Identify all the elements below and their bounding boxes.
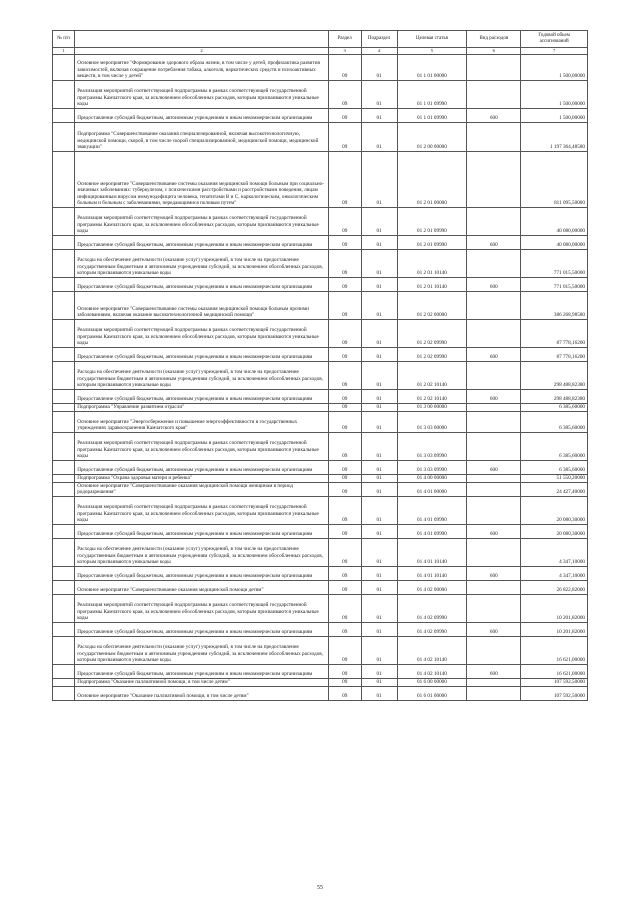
item-name-cell: Предоставление субсидий бюджетным, автономным учреждениям и иным некоммерческим организациям (75, 277, 329, 291)
table-row (53, 524, 588, 538)
section-cell: 09 (328, 538, 361, 566)
subsection-cell: 01 (361, 249, 397, 277)
section-cell: 09 (328, 389, 361, 403)
target-article-cell: 01 2 02 09990 (397, 319, 467, 347)
amount-cell: 20 080,30000 (521, 496, 588, 524)
target-article-cell: 01 3 03 09990 (397, 460, 467, 474)
expense-type-cell (467, 411, 521, 432)
amount-cell: 20 080,30000 (521, 524, 588, 538)
item-name-cell: Основное мероприятие "Совершенствование оказания медицинской помощи женщинам в период родоразрешения" (75, 482, 329, 496)
section-cell: 09 (328, 319, 361, 347)
target-article-cell: 01 4 01 09990 (397, 524, 467, 538)
row-number-cell (53, 636, 75, 664)
amount-cell: 51 550,20000 (521, 474, 588, 482)
row-number-cell (53, 482, 75, 496)
item-name-cell: Реализация мероприятий соответствующей подпрограммы в рамках соответствующей государственной программы Камчатского края, за исключением обособленных расходов, которым присваиваются уникальные коды (75, 319, 329, 347)
header-cell-subsection: Подраздел (361, 31, 397, 48)
section-cell: 09 (328, 108, 361, 122)
expense-type-cell (467, 54, 521, 80)
subsection-cell: 01 (361, 474, 397, 482)
table-row (53, 538, 588, 566)
table-row (53, 664, 588, 678)
section-cell: 09 (328, 594, 361, 622)
expense-type-cell (467, 678, 521, 686)
table-row (53, 277, 588, 291)
item-name-cell: Основное мероприятие "Энергосбережение и повышение энергоэффективности в государственных учреждениях здравоохранения Камчатского края" (75, 411, 329, 432)
section-cell: 09 (328, 432, 361, 460)
target-article-cell: 01 4 01 10140 (397, 538, 467, 566)
header-row (53, 31, 588, 48)
row-number-cell (53, 122, 75, 151)
subsection-cell: 01 (361, 686, 397, 700)
table-row (53, 291, 588, 319)
subsection-cell: 01 (361, 524, 397, 538)
row-number-cell (53, 403, 75, 411)
amount-cell: 1 197 364,48580 (521, 122, 588, 151)
item-name-cell: Подпрограмма "Оказание паллиативной помощи, в том числе детям" (75, 678, 329, 686)
subsection-cell: 01 (361, 594, 397, 622)
row-number-cell (53, 496, 75, 524)
table-row (53, 496, 588, 524)
target-article-cell: 01 2 02 00000 (397, 291, 467, 319)
amount-cell: 4 347,10000 (521, 538, 588, 566)
item-name-cell: Расходы на обеспечение деятельности (оказание услуг) учреждений, в том числе на предоставление государственным бюджетным и автономным учреждениям субсидий, за исключением обособленных расходов, которым присваиваются уникальные коды (75, 636, 329, 664)
subsection-cell: 01 (361, 678, 397, 686)
item-name-cell: Расходы на обеспечение деятельности (оказание услуг) учреждений, в том числе на предоставление государственным бюджетным и автономным учреждениям субсидий, за исключением обособленных расходов, которым присваиваются уникальные коды (75, 361, 329, 389)
subsection-cell: 01 (361, 460, 397, 474)
subsection-cell: 01 (361, 277, 397, 291)
amount-cell: 6 385,60000 (521, 403, 588, 411)
table-row (53, 319, 588, 347)
amount-cell: 10 201,82000 (521, 622, 588, 636)
row-number-cell (53, 678, 75, 686)
amount-cell: 1 500,00000 (521, 80, 588, 108)
row-number-cell (53, 291, 75, 319)
row-number-cell (53, 389, 75, 403)
amount-cell: 87 778,16200 (521, 319, 588, 347)
table-row (53, 622, 588, 636)
amount-cell: 107 592,50000 (521, 686, 588, 700)
row-number-cell (53, 235, 75, 249)
expense-type-cell (467, 538, 521, 566)
expense-type-cell (467, 249, 521, 277)
expense-type-cell (467, 580, 521, 594)
item-name-cell: Предоставление субсидий бюджетным, автономным учреждениям и иным некоммерческим организациям (75, 389, 329, 403)
column-number: 7 (521, 48, 588, 55)
target-article-cell: 01 3 03 09990 (397, 432, 467, 460)
amount-cell: 10 201,82000 (521, 594, 588, 622)
expense-type-cell: 600 (467, 622, 521, 636)
expense-type-cell (467, 403, 521, 411)
section-cell: 09 (328, 151, 361, 207)
amount-cell: 386 268,98580 (521, 291, 588, 319)
table-row (53, 594, 588, 622)
section-cell: 09 (328, 403, 361, 411)
item-name-cell: Реализация мероприятий соответствующей подпрограммы в рамках соответствующей государственной программы Камчатского края, за исключением обособленных расходов, которым присваиваются уникальные коды (75, 207, 329, 235)
item-name-cell: Предоставление субсидий бюджетным, автономным учреждениям и иным некоммерческим организациям (75, 622, 329, 636)
amount-cell: 298 488,82380 (521, 389, 588, 403)
subsection-cell: 01 (361, 496, 397, 524)
amount-cell: 24 427,40000 (521, 482, 588, 496)
table-row (53, 207, 588, 235)
header-cell-section: Раздел (328, 31, 361, 48)
table-row (53, 482, 588, 496)
row-number-cell (53, 474, 75, 482)
item-name-cell: Подпрограмма "Охрана здоровья матери и ребенка" (75, 474, 329, 482)
target-article-cell: 01 2 02 10140 (397, 389, 467, 403)
row-number-cell (53, 54, 75, 80)
section-cell: 09 (328, 580, 361, 594)
subsection-cell: 01 (361, 108, 397, 122)
section-cell: 09 (328, 566, 361, 580)
expense-type-cell (467, 482, 521, 496)
subsection-cell: 01 (361, 361, 397, 389)
target-article-cell: 01 3 00 00000 (397, 403, 467, 411)
target-article-cell: 01 4 00 00000 (397, 474, 467, 482)
row-number-cell (53, 432, 75, 460)
section-cell: 09 (328, 80, 361, 108)
expense-type-cell (467, 207, 521, 235)
target-article-cell: 01 4 02 09990 (397, 594, 467, 622)
row-number-cell (53, 277, 75, 291)
subsection-cell: 01 (361, 664, 397, 678)
item-name-cell: Реализация мероприятий соответствующей подпрограммы в рамках соответствующей государственной программы Камчатского края, за исключением обособленных расходов, которым присваиваются уникальные коды (75, 432, 329, 460)
table-row (53, 686, 588, 700)
section-cell: 09 (328, 678, 361, 686)
expense-type-cell (467, 474, 521, 482)
subsection-cell: 01 (361, 151, 397, 207)
target-article-cell: 01 2 02 09990 (397, 347, 467, 361)
item-name-cell: Реализация мероприятий соответствующей подпрограммы в рамках соответствующей государственной программы Камчатского края, за исключением обособленных расходов, которым присваиваются уникальные коды (75, 80, 329, 108)
target-article-cell: 01 4 01 09990 (397, 496, 467, 524)
table-row (53, 122, 588, 151)
column-number: 4 (361, 48, 397, 55)
amount-cell: 4 347,10000 (521, 566, 588, 580)
row-number-cell (53, 622, 75, 636)
target-article-cell: 01 2 01 09990 (397, 207, 467, 235)
item-name-cell: Предоставление субсидий бюджетным, автономным учреждениям и иным некоммерческим организациям (75, 524, 329, 538)
subsection-cell: 01 (361, 347, 397, 361)
row-number-cell (53, 319, 75, 347)
expense-type-cell: 600 (467, 108, 521, 122)
expense-type-cell (467, 636, 521, 664)
item-name-cell: Расходы на обеспечение деятельности (оказание услуг) учреждений, в том числе на предоставление государственным бюджетным и автономным учреждениям субсидий, за исключением обособленных расходов, которым присваиваются уникальные коды (75, 249, 329, 277)
section-cell: 09 (328, 291, 361, 319)
target-article-cell: 01 4 01 00000 (397, 482, 467, 496)
table-row (53, 54, 588, 80)
section-cell: 09 (328, 496, 361, 524)
target-article-cell: 01 4 01 10140 (397, 566, 467, 580)
section-cell: 09 (328, 622, 361, 636)
expense-type-cell: 600 (467, 460, 521, 474)
amount-cell: 16 621,00000 (521, 664, 588, 678)
table-body (53, 54, 588, 700)
table-row (53, 460, 588, 474)
expense-type-cell: 600 (467, 524, 521, 538)
expense-type-cell (467, 496, 521, 524)
header-cell-name (75, 31, 329, 48)
section-cell: 09 (328, 474, 361, 482)
target-article-cell: 01 1 01 09990 (397, 80, 467, 108)
column-number: 6 (467, 48, 521, 55)
row-number-cell (53, 538, 75, 566)
item-name-cell: Расходы на обеспечение деятельности (оказание услуг) учреждений, в том числе на предоставление государственным бюджетным и автономным учреждениям субсидий, за исключением обособленных расходов, которым присваиваются уникальные коды (75, 538, 329, 566)
target-article-cell: 01 2 01 10140 (397, 277, 467, 291)
section-cell: 09 (328, 664, 361, 678)
section-cell: 09 (328, 249, 361, 277)
subsection-cell: 01 (361, 538, 397, 566)
amount-cell: 6 385,60000 (521, 460, 588, 474)
target-article-cell: 01 4 02 10140 (397, 664, 467, 678)
amount-cell: 811 095,50000 (521, 151, 588, 207)
target-article-cell: 01 1 01 00000 (397, 54, 467, 80)
row-number-cell (53, 249, 75, 277)
column-number: 2 (75, 48, 329, 55)
expense-type-cell (467, 151, 521, 207)
amount-cell: 26 822,82000 (521, 580, 588, 594)
subsection-cell: 01 (361, 235, 397, 249)
item-name-cell: Основное мероприятие "Формирование здорового образа жизни, в том числе у детей, профилактика развития зависимостей, включая сокращение потребления табака, алкоголя, наркотических средств и психоактивных веществ, в том числе у детей" (75, 54, 329, 80)
row-number-cell (53, 566, 75, 580)
row-number-cell (53, 686, 75, 700)
table-row (53, 347, 588, 361)
row-number-cell (53, 594, 75, 622)
header-cell-target-article: Целевая статья (397, 31, 467, 48)
expense-type-cell (467, 594, 521, 622)
expense-type-cell (467, 319, 521, 347)
target-article-cell: 01 1 01 09990 (397, 108, 467, 122)
subsection-cell: 01 (361, 122, 397, 151)
column-number: 5 (397, 48, 467, 55)
section-cell: 09 (328, 460, 361, 474)
subsection-cell: 01 (361, 411, 397, 432)
row-number-cell (53, 207, 75, 235)
target-article-cell: 01 6 01 00000 (397, 686, 467, 700)
amount-cell: 1 500,00000 (521, 54, 588, 80)
table-row (53, 151, 588, 207)
expense-type-cell (467, 686, 521, 700)
expense-type-cell: 600 (467, 347, 521, 361)
amount-cell: 16 621,00000 (521, 636, 588, 664)
expense-type-cell: 600 (467, 664, 521, 678)
row-number-cell (53, 80, 75, 108)
expense-type-cell (467, 432, 521, 460)
subsection-cell: 01 (361, 291, 397, 319)
amount-cell: 107 592,50000 (521, 678, 588, 686)
expense-type-cell: 600 (467, 566, 521, 580)
header-cell-number: № п/п (53, 31, 75, 48)
amount-cell: 87 778,16200 (521, 347, 588, 361)
item-name-cell: Реализация мероприятий соответствующей подпрограммы в рамках соответствующей государственной программы Камчатского края, за исключением обособленных расходов, которым присваиваются уникальные коды (75, 594, 329, 622)
target-article-cell: 01 3 03 00000 (397, 411, 467, 432)
row-number-cell (53, 347, 75, 361)
header-cell-expense-type: Вид расходов (467, 31, 521, 48)
table-row (53, 108, 588, 122)
target-article-cell: 01 2 02 10140 (397, 361, 467, 389)
section-cell: 09 (328, 361, 361, 389)
target-article-cell: 01 2 01 00000 (397, 151, 467, 207)
subsection-cell: 01 (361, 432, 397, 460)
section-cell: 09 (328, 482, 361, 496)
row-number-cell (53, 361, 75, 389)
subsection-cell: 01 (361, 636, 397, 664)
item-name-cell: Подпрограмма "Совершенствование оказания специализированной, включая высокотехнологичную, медицинской помощи, скорой, в том числе скорой специализированной, медицинской помощи, медицинской эвакуации" (75, 122, 329, 151)
table-row (53, 389, 588, 403)
table-row (53, 678, 588, 686)
expense-type-cell (467, 291, 521, 319)
row-number-cell (53, 411, 75, 432)
subsection-cell: 01 (361, 54, 397, 80)
amount-cell: 771 015,50000 (521, 277, 588, 291)
table-row (53, 432, 588, 460)
subsection-cell: 01 (361, 319, 397, 347)
section-cell: 09 (328, 235, 361, 249)
section-cell: 09 (328, 524, 361, 538)
section-cell: 09 (328, 54, 361, 80)
item-name-cell: Предоставление субсидий бюджетным, автономным учреждениям и иным некоммерческим организациям (75, 108, 329, 122)
row-number-cell (53, 580, 75, 594)
amount-cell: 40 080,00000 (521, 235, 588, 249)
amount-cell: 1 500,00000 (521, 108, 588, 122)
column-number-row (53, 48, 588, 55)
section-cell: 09 (328, 636, 361, 664)
subsection-cell: 01 (361, 622, 397, 636)
expense-type-cell (467, 80, 521, 108)
section-cell: 09 (328, 686, 361, 700)
expense-type-cell: 600 (467, 389, 521, 403)
subsection-cell: 01 (361, 80, 397, 108)
table-row (53, 636, 588, 664)
target-article-cell: 01 4 02 10140 (397, 636, 467, 664)
item-name-cell: Подпрограмма "Управление развитием отрасли" (75, 403, 329, 411)
table-row (53, 411, 588, 432)
expense-type-cell: 600 (467, 277, 521, 291)
table-row (53, 403, 588, 411)
item-name-cell: Предоставление субсидий бюджетным, автономным учреждениям и иным некоммерческим организациям (75, 347, 329, 361)
table-row (53, 80, 588, 108)
target-article-cell: 01 4 02 09990 (397, 622, 467, 636)
section-cell: 09 (328, 122, 361, 151)
row-number-cell (53, 524, 75, 538)
table-row (53, 566, 588, 580)
expense-type-cell (467, 122, 521, 151)
target-article-cell: 01 6 00 00000 (397, 678, 467, 686)
amount-cell: 298 488,82380 (521, 361, 588, 389)
budget-table (52, 30, 588, 701)
amount-cell: 6 385,60000 (521, 411, 588, 432)
table-row (53, 235, 588, 249)
subsection-cell: 01 (361, 482, 397, 496)
header-cell-annual-volume: Годовой объем ассигнований (521, 31, 588, 48)
target-article-cell: 01 2 01 09990 (397, 235, 467, 249)
item-name-cell: Предоставление субсидий бюджетным, автономным учреждениям и иным некоммерческим организациям (75, 566, 329, 580)
target-article-cell: 01 2 00 00000 (397, 122, 467, 151)
item-name-cell: Основное мероприятие "Оказание паллиативной помощи, в том числе детям" (75, 686, 329, 700)
amount-cell: 771 015,50000 (521, 249, 588, 277)
subsection-cell: 01 (361, 566, 397, 580)
table-row (53, 361, 588, 389)
expense-type-cell (467, 361, 521, 389)
table-row (53, 474, 588, 482)
amount-cell: 40 080,00000 (521, 207, 588, 235)
row-number-cell (53, 151, 75, 207)
target-article-cell: 01 2 01 10140 (397, 249, 467, 277)
section-cell: 09 (328, 277, 361, 291)
column-number: 3 (328, 48, 361, 55)
item-name-cell: Предоставление субсидий бюджетным, автономным учреждениям и иным некоммерческим организациям (75, 664, 329, 678)
table-row (53, 580, 588, 594)
item-name-cell: Предоставление субсидий бюджетным, автономным учреждениям и иным некоммерческим организациям (75, 460, 329, 474)
subsection-cell: 01 (361, 580, 397, 594)
item-name-cell: Предоставление субсидий бюджетным, автономным учреждениям и иным некоммерческим организациям (75, 235, 329, 249)
amount-cell: 6 385,60000 (521, 432, 588, 460)
table-row (53, 249, 588, 277)
item-name-cell: Основное мероприятие "Совершенствование системы оказания медицинской помощи больным прочими заболеваниями, включая оказание высокотехнологичной медицинской помощи" (75, 291, 329, 319)
column-number: 1 (53, 48, 75, 55)
section-cell: 09 (328, 411, 361, 432)
item-name-cell: Основное мероприятие "Совершенствование оказания медицинской помощи детям" (75, 580, 329, 594)
section-cell: 09 (328, 207, 361, 235)
expense-type-cell: 600 (467, 235, 521, 249)
section-cell: 09 (328, 347, 361, 361)
subsection-cell: 01 (361, 207, 397, 235)
row-number-cell (53, 108, 75, 122)
row-number-cell (53, 664, 75, 678)
subsection-cell: 01 (361, 403, 397, 411)
subsection-cell: 01 (361, 389, 397, 403)
page-number: 55 (317, 885, 323, 891)
item-name-cell: Реализация мероприятий соответствующей подпрограммы в рамках соответствующей государственной программы Камчатского края, за исключением обособленных расходов, которым присваиваются уникальные коды (75, 496, 329, 524)
row-number-cell (53, 460, 75, 474)
target-article-cell: 01 4 02 00000 (397, 580, 467, 594)
item-name-cell: Основное мероприятие "Совершенствование системы оказания медицинской помощи больным при социально-значимых заболеваниях: туберкулезом, с психическими расстройствами и расстройствами поведения, лицам инфицированным вирусом иммунодефицита человека, гепатитами В и С, наркологическим, онкологическим больным и больным с заболеваниями, передающимися половым путем" (75, 151, 329, 207)
